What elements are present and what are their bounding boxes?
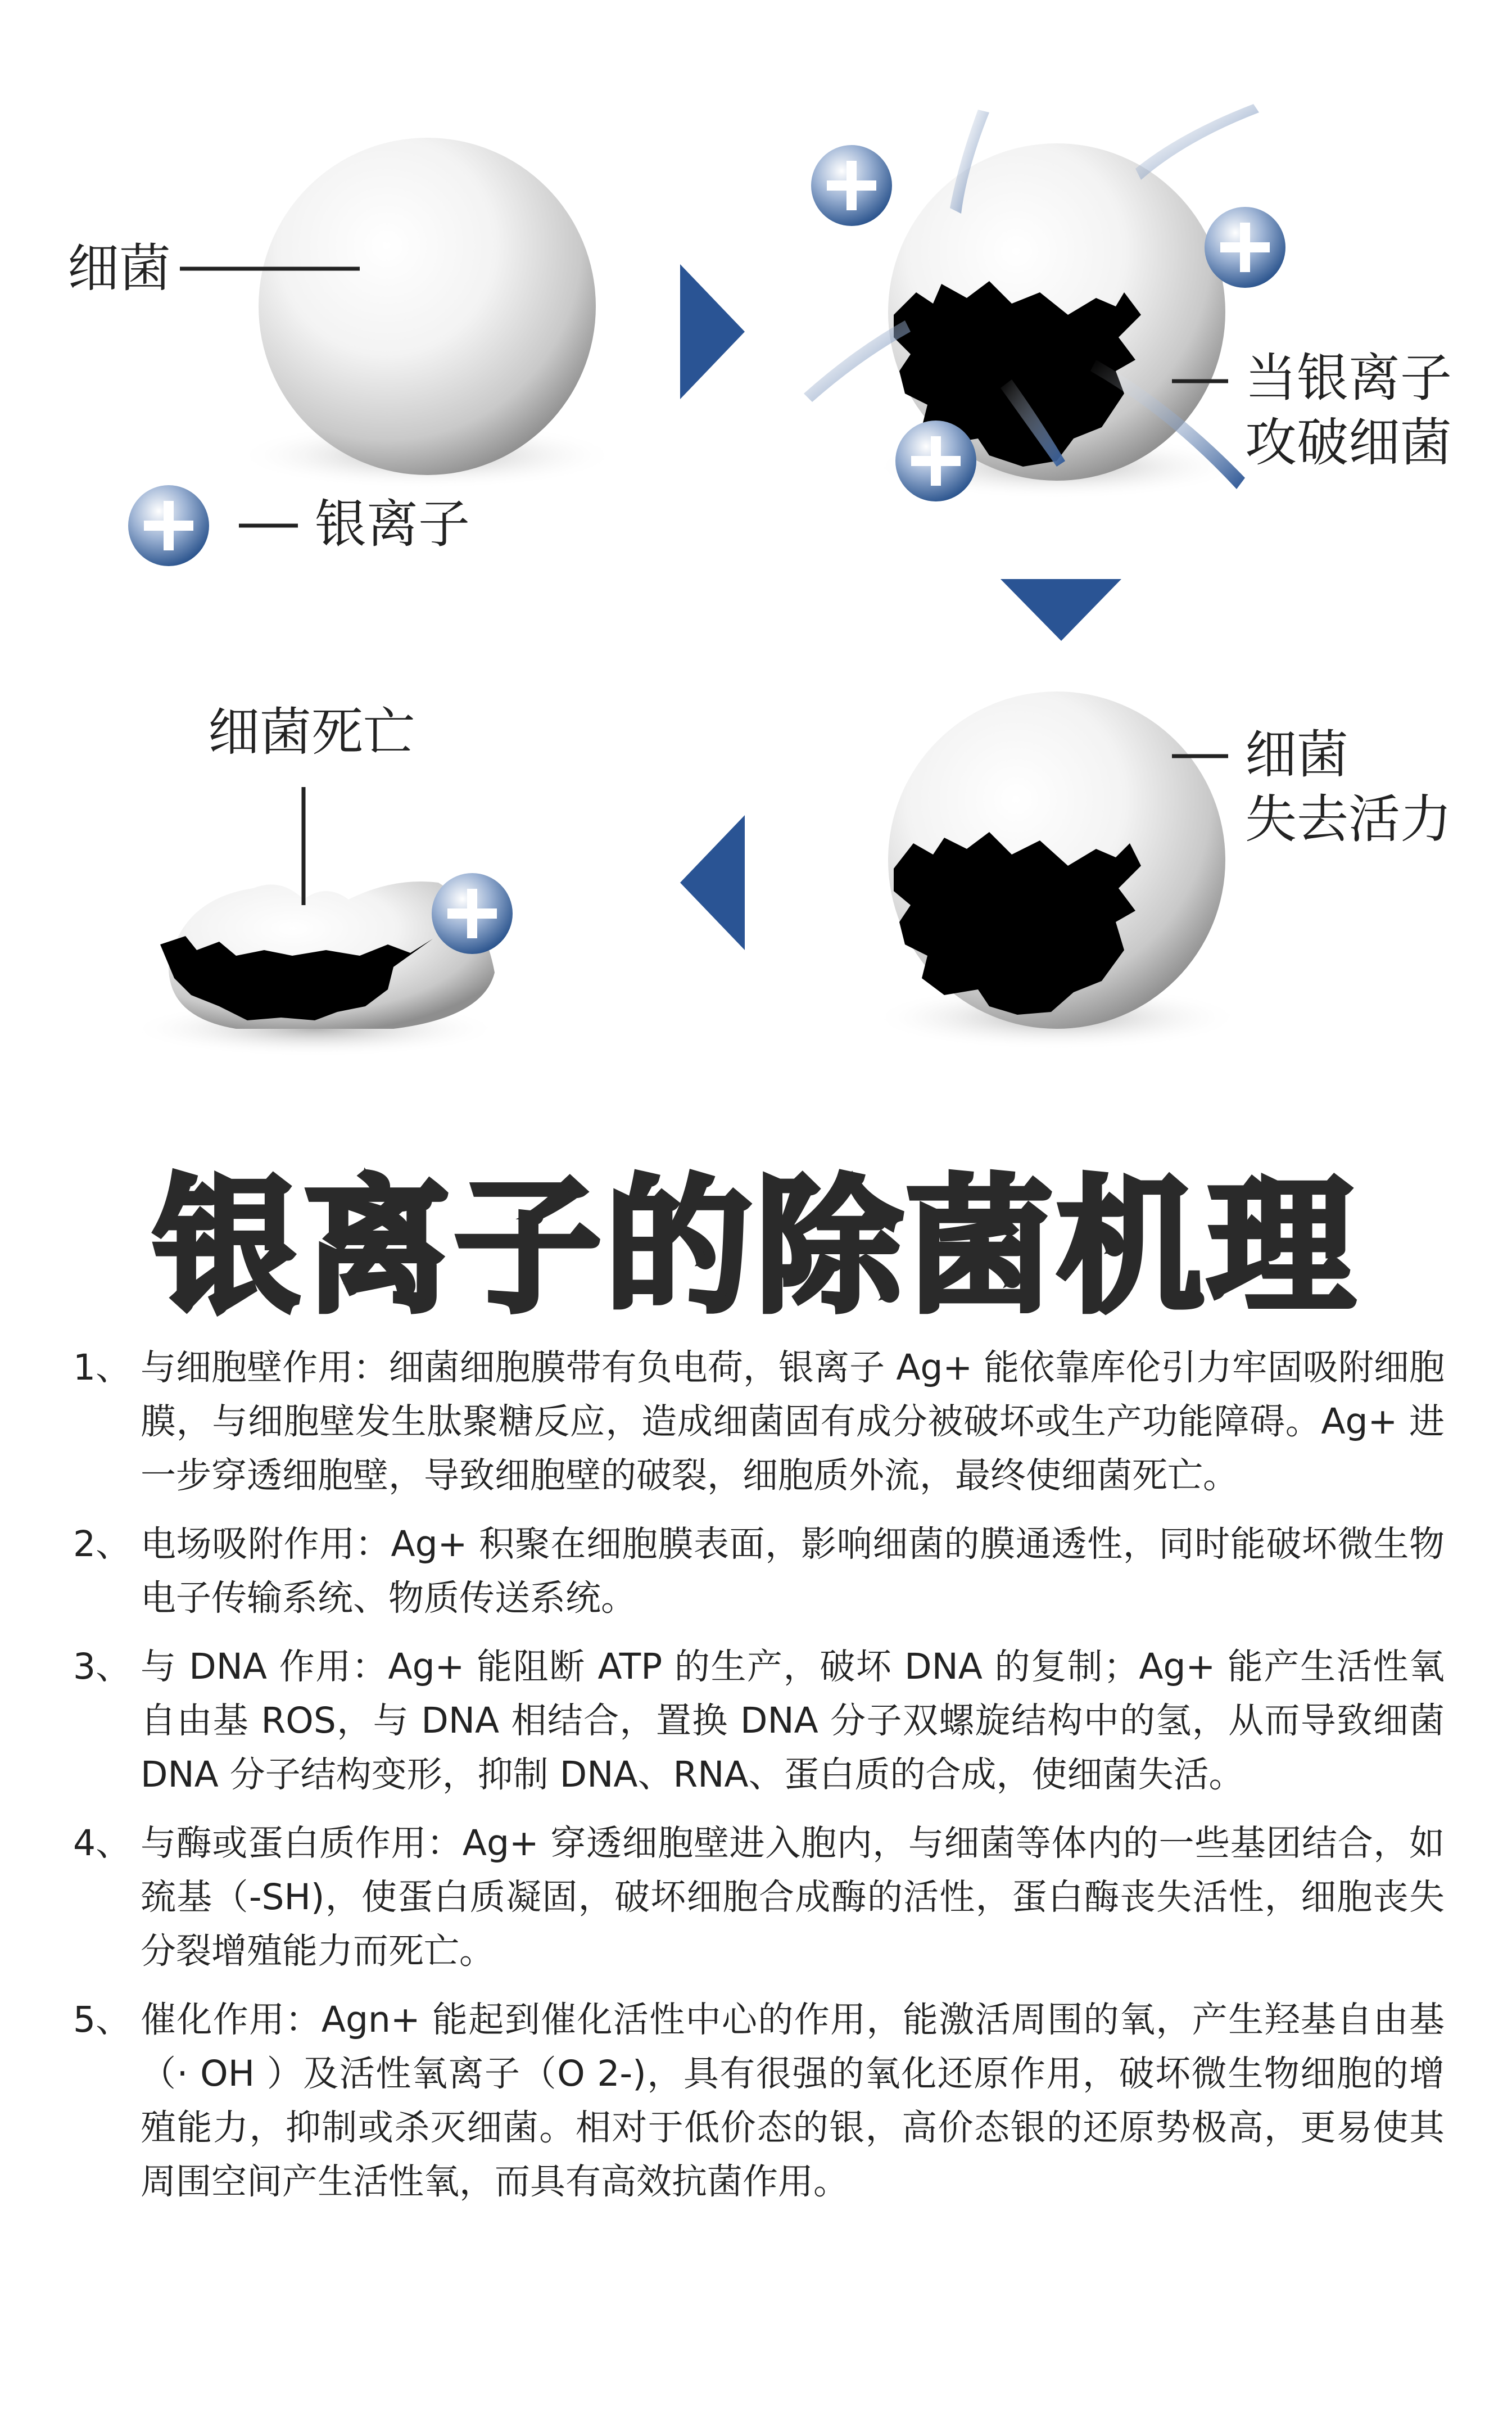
bacteria-sphere-icon: [871, 691, 1242, 1050]
bacteria-sphere-icon: [236, 138, 618, 489]
list-item: [73, 1816, 1445, 1978]
plus-circle-icon: [1205, 207, 1285, 288]
list-item: [73, 1993, 1445, 2209]
list-number: 4、: [73, 1823, 132, 1864]
list-text: 催化作用：Agn+ 能起到催化活性中心的作用，能激活周围的氧，产生羟基自由基（· OH ）及活性氧离子（O 2-)，具有很强的氧化还原作用，破坏微生物细胞的增殖能力，抑制或杀灭细菌。相对于低价态的银，高价态银的还原势极高，更易使其周围空间产生活性氧，而具有高效抗菌作用。: [141, 1999, 1445, 2202]
diagram-canvas: [0, 0, 1512, 1102]
triangle-down-icon: [1001, 579, 1121, 641]
plus-circle-icon: [432, 873, 513, 954]
list-number: 3、: [73, 1646, 132, 1687]
silver-ion-diagram: [0, 0, 1512, 1102]
dead-label: 细菌死亡: [208, 702, 415, 762]
list-item: [73, 1640, 1445, 1802]
list-item: [73, 1517, 1445, 1625]
list-text: 与酶或蛋白质作用：Ag+ 穿透细胞壁进入胞内，与细菌等体内的一些基团结合，如巯基（-SH)，使蛋白质凝固，破坏细胞合成酶的活性，蛋白酶丧失活性，细胞丧失分裂增殖能力而死亡。: [141, 1823, 1445, 1972]
silver-ion-label: 银离子: [315, 494, 470, 554]
list-number: 1、: [73, 1347, 132, 1388]
list-number: 2、: [73, 1524, 132, 1565]
attack-label: 当银离子 攻破细菌: [1245, 348, 1452, 473]
list-item: [73, 1341, 1445, 1503]
list-text: 电场吸附作用：Ag+ 积聚在细胞膜表面，影响细菌的膜通透性，同时能破坏微生物电子传输系统、物质传送系统。: [141, 1524, 1445, 1619]
mechanism-list: [73, 1341, 1445, 2223]
list-text: 与细胞壁作用：细菌细胞膜带有负电荷，银离子 Ag+ 能依靠库伦引力牢固吸附细胞膜，与细胞壁发生肽聚糖反应，造成细菌固有成分被破坏或生产功能障碍。Ag+ 进一步穿透细胞壁，导致细胞壁的破裂，细胞质外流，最终使细菌死亡。: [141, 1347, 1445, 1496]
list-text: 与 DNA 作用：Ag+ 能阻断 ATP 的生产，破坏 DNA 的复制；Ag+ 能产生活性氧自由基 ROS，与 DNA 相结合，置换 DNA 分子双螺旋结构中的氢，从而导致细菌 DNA 分子结构变形，抑制 DNA、RNA、蛋白质的合成，使细菌失活。: [141, 1646, 1445, 1795]
plus-circle-icon: [811, 145, 892, 226]
plus-circle-icon: [895, 421, 976, 501]
inactive-label: 细菌 失去活力: [1245, 725, 1452, 849]
page-title: 银离子的除菌机理: [153, 1163, 1359, 1332]
triangle-left-icon: [680, 815, 745, 950]
list-number: 5、: [73, 1999, 132, 2040]
plus-circle-icon: [128, 485, 209, 566]
bacteria-label: 细菌: [67, 238, 171, 299]
triangle-right-icon: [680, 264, 745, 399]
